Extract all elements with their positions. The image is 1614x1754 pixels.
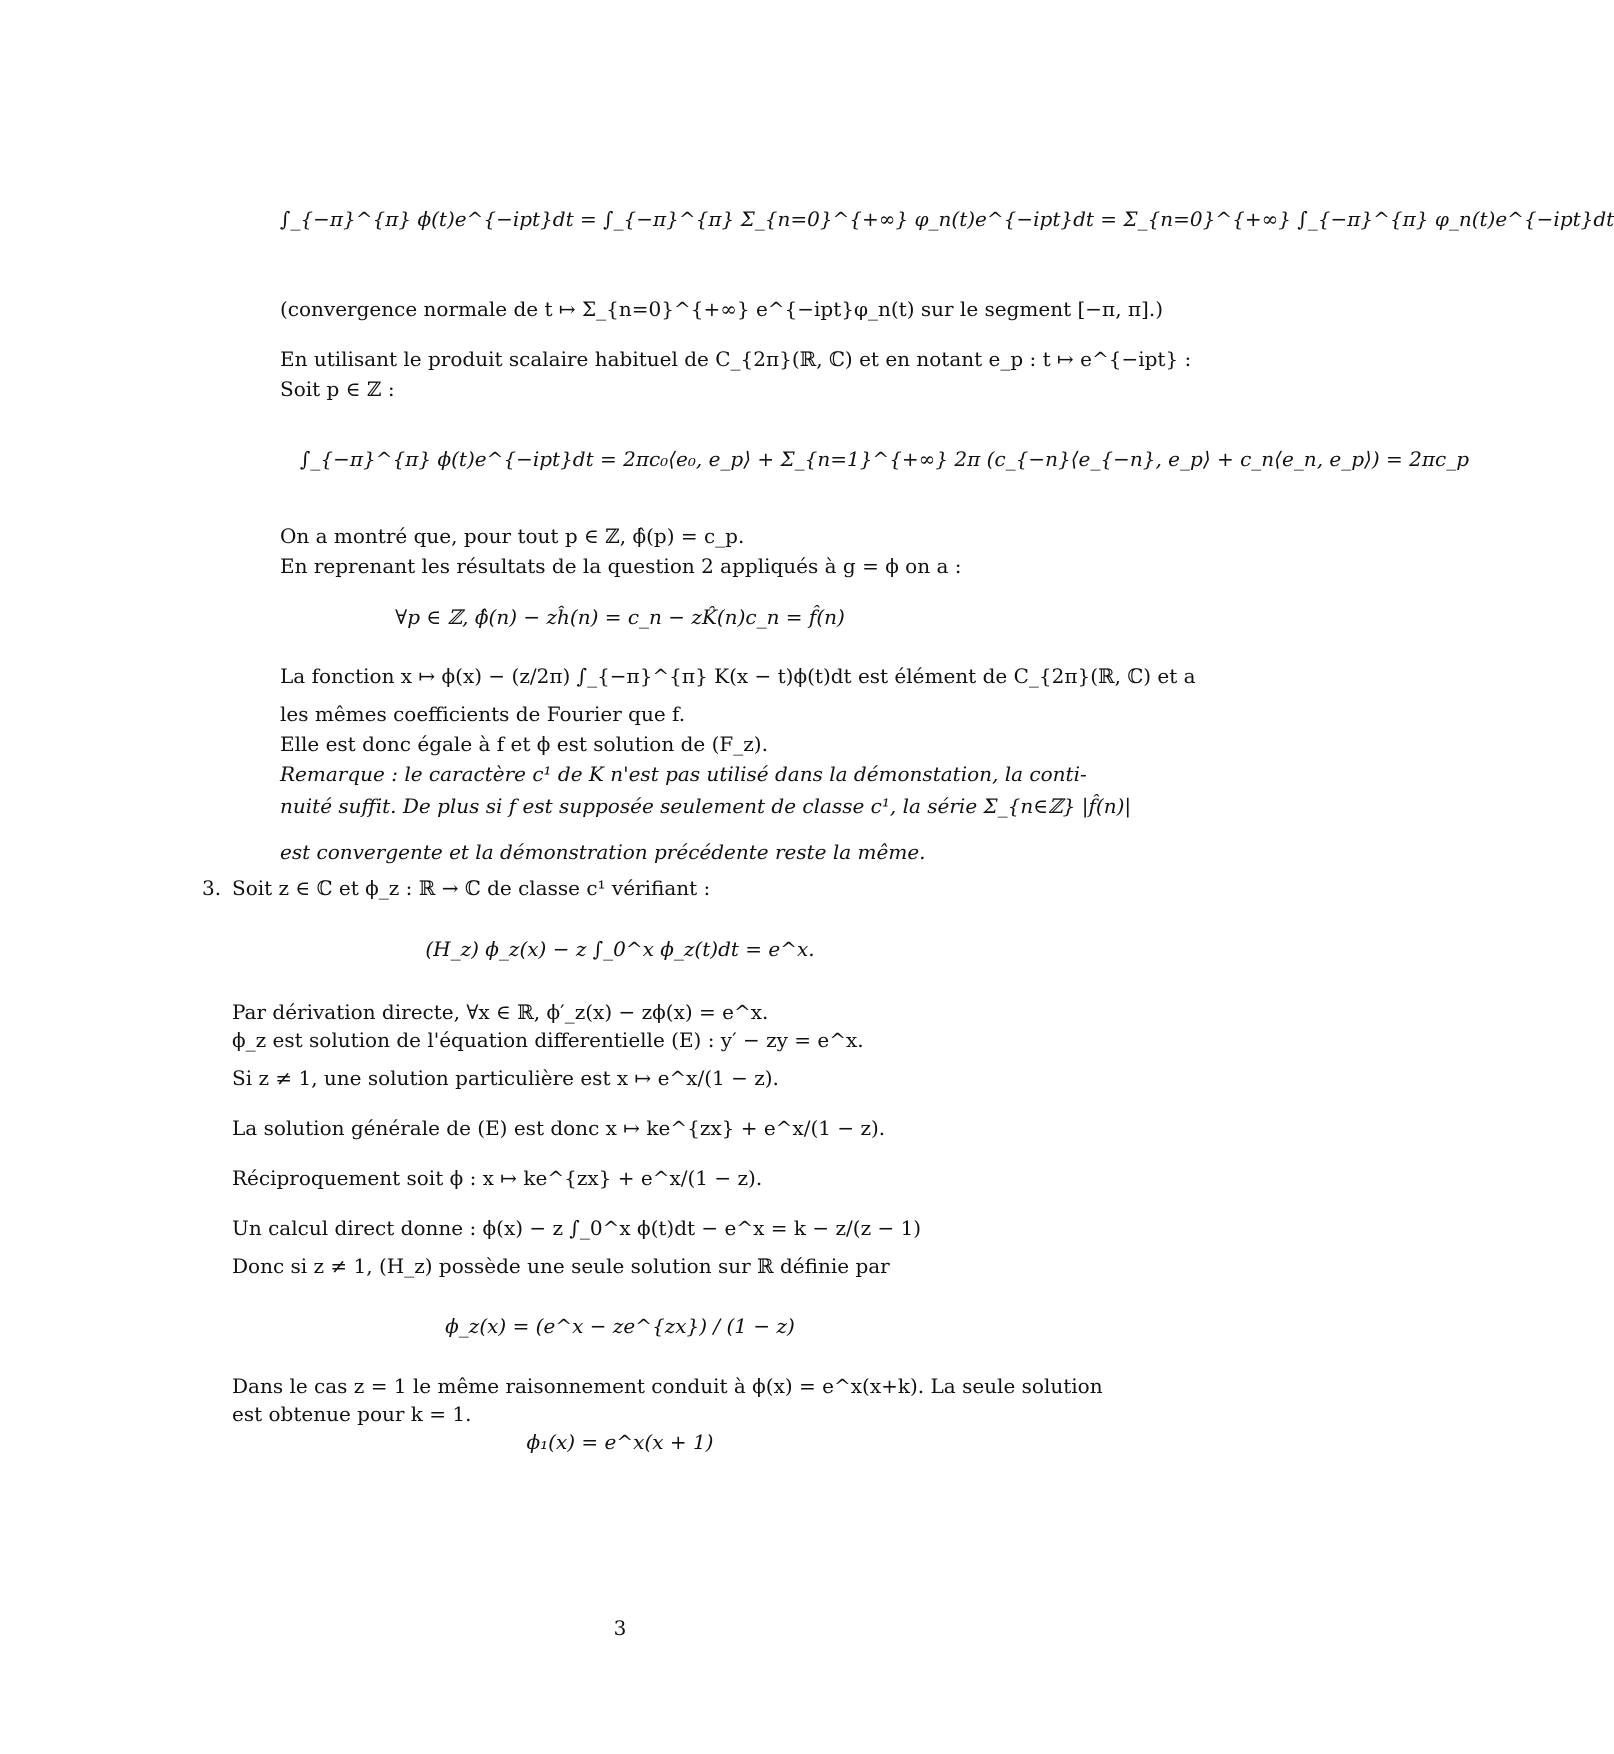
part3-intro: Soit z ∈ ℂ et ϕ_z : ℝ → ℂ de classe c¹ vérifiant : <box>232 876 711 900</box>
direct-calculation-line: Un calcul direct donne : ϕ(x) − z ∫_0^x ϕ(t)dt − e^x = k − z/(z − 1) <box>232 1216 922 1240</box>
resume-line: En reprenant les résultats de la question 2 appliqués à g = ϕ on a : <box>280 554 962 578</box>
function-line-1: La fonction x ↦ ϕ(x) − (z/2π) ∫_{−π}^{π} K(x − t)ϕ(t)dt est élément de C_{2π}(ℝ, ℂ) et a <box>280 664 1196 688</box>
let-p-line: Soit p ∈ ℤ : <box>280 377 395 401</box>
convergence-note: (convergence normale de t ↦ Σ_{n=0}^{+∞} e^{−ipt}φ_n(t) sur le segment [−π, π].) <box>280 297 1164 321</box>
case-z1-line-1: Dans le cas z = 1 le même raisonnement conduit à ϕ(x) = e^x(x+k). La seule solution <box>232 1374 1103 1398</box>
unique-solution-line: Donc si z ≠ 1, (H_z) possède une seule solution sur ℝ définie par <box>232 1254 890 1278</box>
function-line-2: les mêmes coefficients de Fourier que f. <box>280 702 686 726</box>
equation-fourier: ∀p ∈ ℤ, ϕ̂(n) − zĥ(n) = c_n − zK̂(n)c_n = f̂(n) <box>395 605 845 629</box>
equation-solution: ϕ_z(x) = (e^x − ze^{zx}) / (1 − z) <box>445 1314 795 1338</box>
case-z1-line-2: est obtenue pour k = 1. <box>232 1402 472 1426</box>
item-number: 3. <box>202 876 222 900</box>
scalar-product-line: En utilisant le produit scalaire habituel de C_{2π}(ℝ, ℂ) et en notant e_p : t ↦ e^{−ipt} : <box>280 347 1192 371</box>
particular-solution-line: Si z ≠ 1, une solution particulière est x ↦ e^x/(1 − z). <box>232 1066 779 1090</box>
equation-integral-series: ∫_{−π}^{π} ϕ(t)e^{−ipt}dt = ∫_{−π}^{π} Σ_{n=0}^{+∞} φ_n(t)e^{−ipt}dt = Σ_{n=0}^{+∞} ∫_{−π}^{π} φ_n(t)e^{−ipt}dt <box>280 207 1614 231</box>
equation-Hz: (H_z) ϕ_z(x) − z ∫_0^x ϕ_z(t)dt = e^x. <box>425 937 815 961</box>
remark-line-1: Remarque : le caractère c¹ de K n'est pas utilisé dans la démonstation, la conti- <box>280 762 1087 786</box>
converse-line: Réciproquement soit ϕ : x ↦ ke^{zx} + e^x/(1 − z). <box>232 1166 763 1190</box>
remark-line-3: est convergente et la démonstration précédente reste la même. <box>280 840 926 864</box>
derivation-line: Par dérivation directe, ∀x ∈ ℝ, ϕ′_z(x) − zϕ(x) = e^x. <box>232 1000 769 1024</box>
equal-line: Elle est donc égale à f et ϕ est solution de (F_z). <box>280 732 768 756</box>
equation-phi1: ϕ₁(x) = e^x(x + 1) <box>526 1430 714 1454</box>
shown-line: On a montré que, pour tout p ∈ ℤ, ϕ̂(p) = c_p. <box>280 524 745 548</box>
general-solution-line: La solution générale de (E) est donc x ↦ ke^{zx} + e^x/(1 − z). <box>232 1116 886 1140</box>
page-number: 3 <box>613 1616 627 1640</box>
remark-line-2: nuité suffit. De plus si f est supposée seulement de classe c¹, la série Σ_{n∈ℤ} |f̂(n)| <box>280 794 1132 818</box>
ode-line: ϕ_z est solution de l'équation differentielle (E) : y′ − zy = e^x. <box>232 1028 864 1052</box>
equation-coefficient: ∫_{−π}^{π} ϕ(t)e^{−ipt}dt = 2πc₀⟨e₀, e_p⟩ + Σ_{n=1}^{+∞} 2π (c_{−n}⟨e_{−n}, e_p⟩ + c_n⟨e_n, e_p⟩) = 2πc_p <box>300 447 1469 471</box>
